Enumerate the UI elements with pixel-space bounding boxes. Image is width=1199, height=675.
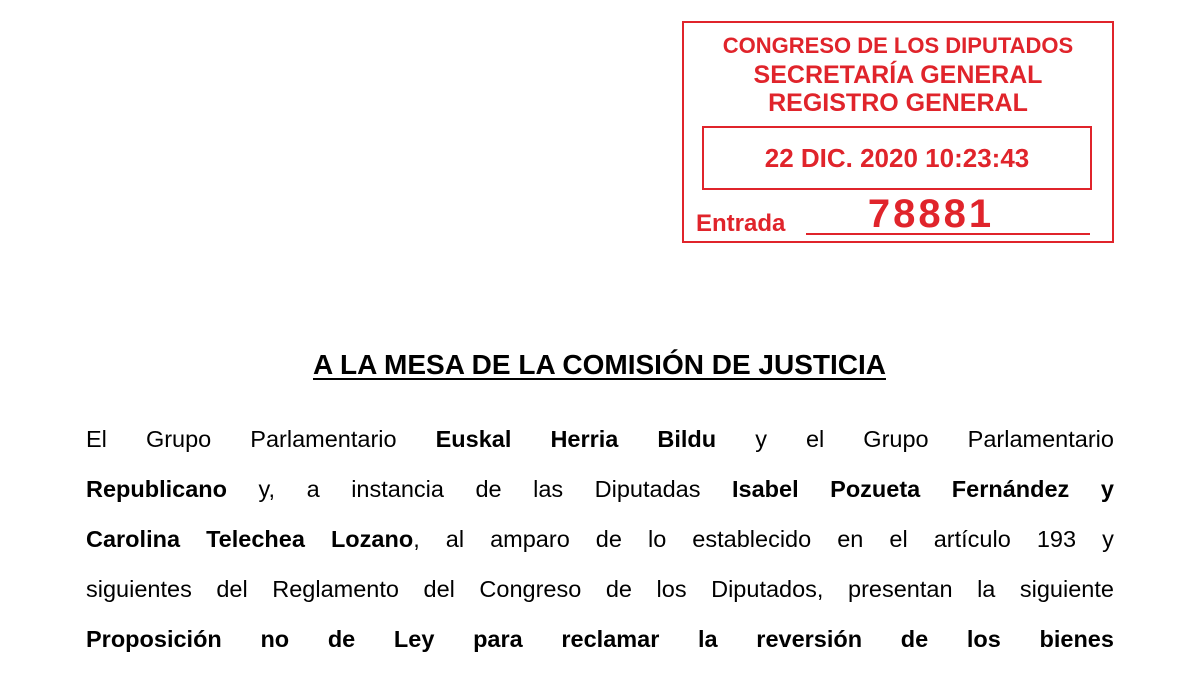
word: y (755, 426, 767, 452)
stamp-department: SECRETARÍA GENERAL (753, 61, 1043, 89)
paragraph-line (86, 514, 1114, 564)
word: instancia (351, 476, 444, 502)
bold-word: Proposición (86, 626, 222, 652)
word: el (805, 426, 825, 452)
word: y (1102, 526, 1114, 552)
stamp-entrada-label: Entrada (696, 210, 786, 237)
paragraph-line (86, 564, 1114, 614)
word: de (475, 476, 502, 502)
stamp-institution: CONGRESO DE LOS DIPUTADOS (722, 33, 1074, 58)
word: artículo (933, 526, 1011, 552)
document-paragraph (86, 414, 1114, 664)
word: establecido (692, 526, 812, 552)
paragraph-line (86, 414, 1114, 464)
bold-word: Herria (550, 426, 619, 452)
word: siguientes (86, 576, 192, 602)
bold-word: para (473, 626, 523, 652)
word: presentan (848, 576, 953, 602)
word: del (423, 576, 455, 602)
word: amparo (490, 526, 570, 552)
bold-word: Bildu (657, 426, 717, 452)
word: Grupo (145, 426, 212, 452)
word: 193 (1036, 526, 1077, 552)
word: el (889, 526, 908, 552)
word: lo (647, 526, 667, 552)
word: y, (258, 476, 276, 502)
bold-word: Carolina (86, 526, 181, 552)
word: Parlamentario (967, 426, 1114, 452)
word: del (216, 576, 248, 602)
bold-word: no (260, 626, 290, 652)
word: en (837, 526, 864, 552)
bold-word: los (966, 626, 1001, 652)
bold-word: bienes (1039, 626, 1114, 652)
word: , (413, 526, 420, 552)
document-heading: A LA MESA DE LA COMISIÓN DE JUSTICIA (313, 349, 886, 380)
paragraph-line (86, 464, 1114, 514)
bold-word: Ley (393, 626, 435, 652)
bold-word: Euskal (435, 426, 512, 452)
word: El (86, 426, 107, 452)
bold-word: Isabel (732, 476, 799, 502)
word: al (445, 526, 465, 552)
bold-word: reversión (756, 626, 863, 652)
stamp-registry: REGISTRO GENERAL (768, 89, 1028, 117)
bold-word: de (327, 626, 356, 652)
word: las (533, 476, 564, 502)
word: Grupo (863, 426, 929, 452)
bold-word: y (1100, 476, 1114, 502)
word: Congreso (479, 576, 582, 602)
word: Reglamento (272, 576, 399, 602)
bold-word: de (900, 626, 929, 652)
word: de (595, 526, 622, 552)
word: de (605, 576, 632, 602)
bold-word: Lozano, (331, 514, 420, 564)
registry-stamp (682, 21, 1114, 243)
word: Diputadas (594, 476, 701, 502)
bold-word: reclamar (561, 626, 660, 652)
bold-word: la (698, 626, 718, 652)
word: a (306, 476, 320, 502)
bold-word: Fernández (951, 476, 1070, 502)
paragraph-line (86, 614, 1114, 664)
bold-word: Republicano (86, 476, 228, 502)
bold-word: Telechea (206, 526, 305, 552)
bold-word: Pozueta (830, 476, 921, 502)
word: los (656, 576, 687, 602)
word: Diputados, (711, 576, 824, 602)
word: siguiente (1019, 576, 1114, 602)
stamp-datetime: 22 DIC. 2020 10:23:43 (702, 126, 1092, 190)
word: Parlamentario (250, 426, 397, 452)
stamp-entrada-number: 78881 (867, 192, 995, 236)
word: la (977, 576, 996, 602)
